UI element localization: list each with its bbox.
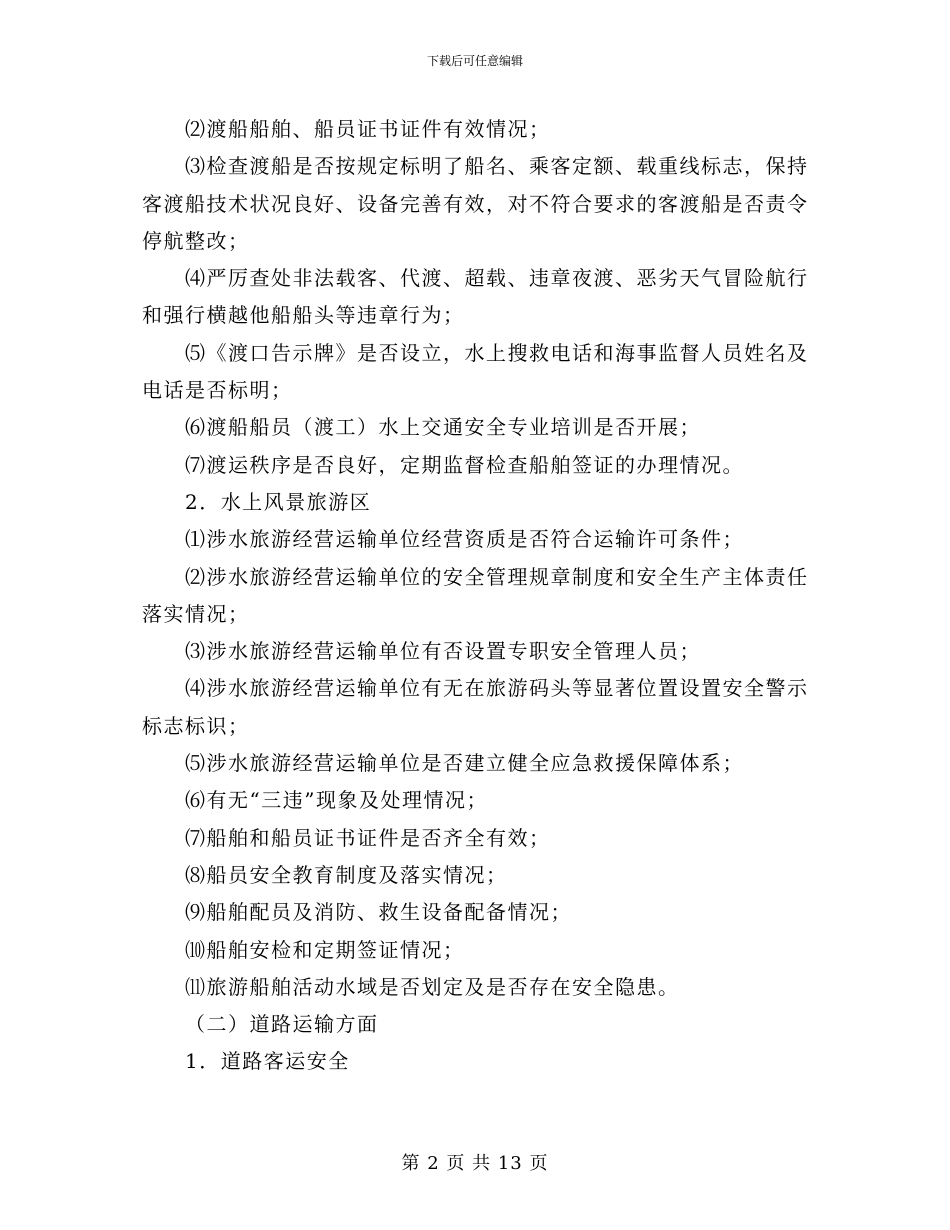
- paragraph-item-3: ⑶检查渡船是否按规定标明了船名、乘客定额、载重线标志，保持客渡船技术状况良好、设备完善有效，对不符合要求的客渡船是否责令停航整改；: [142, 154, 809, 253]
- page-header: 下载后可任意编辑: [426, 54, 523, 68]
- paragraph-item-5: ⑸《渡口告示牌》是否设立，水上搜救电话和海事监督人员姓名及电话是否标明；: [142, 340, 809, 403]
- paragraph-tourism-4: ⑷涉水旅游经营运输单位有无在旅游码头等显著位置设置安全警示标志标识；: [142, 676, 809, 738]
- paragraph-tourism-7: ⑺船舶和船员证书证件是否齐全有效；: [185, 825, 551, 850]
- paragraph-tourism-3: ⑶涉水旅游经营运输单位有否设置专职安全管理人员；: [185, 639, 701, 664]
- paragraph-tourism-11: ⑾旅游船舶活动水域是否划定及是否存在安全隐患。: [185, 974, 680, 999]
- paragraph-tourism-2: ⑵涉水旅游经营运输单位的安全管理规章制度和安全生产主体责任落实情况；: [142, 564, 809, 626]
- paragraph-tourism-9: ⑼船舶配员及消防、救生设备配备情况；: [185, 900, 572, 925]
- paragraph-item-7: ⑺渡运秩序是否良好，定期监督检查船舶签证的办理情况。: [185, 452, 744, 477]
- paragraph-tourism-10: ⑽船舶安检和定期签证情况；: [185, 937, 465, 962]
- paragraph-item-4: ⑷严厉查处非法载客、代渡、超载、违章夜渡、恶劣天气冒险航行和强行横越他船船头等违章行为；: [142, 266, 809, 328]
- page-footer: 第 2 页 共 13 页: [401, 1153, 549, 1174]
- paragraph-item-2: ⑵渡船船舶、船员证书证件有效情况；: [185, 117, 551, 141]
- section-heading-road-transport: （二）道路运输方面: [185, 1012, 379, 1037]
- subsection-heading-road-passenger: 1．道路客运安全: [185, 1049, 350, 1074]
- section-heading-tourism: 2．水上风景旅游区: [185, 489, 372, 514]
- paragraph-item-6: ⑹渡船船员（渡工）水上交通安全专业培训是否开展；: [185, 415, 701, 440]
- document-body: [142, 111, 810, 1081]
- paragraph-tourism-1: ⑴涉水旅游经营运输单位经营资质是否符合运输许可条件；: [185, 527, 744, 552]
- paragraph-tourism-5: ⑸涉水旅游经营运输单位是否建立健全应急救援保障体系；: [185, 751, 744, 776]
- paragraph-tourism-6: ⑹有无“三违”现象及处理情况；: [185, 788, 488, 813]
- paragraph-tourism-8: ⑻船员安全教育制度及落实情况；: [185, 862, 508, 887]
